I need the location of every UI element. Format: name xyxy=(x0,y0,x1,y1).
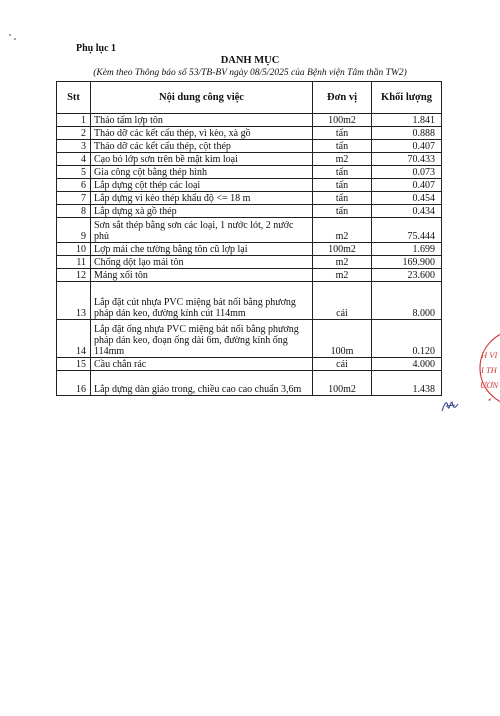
stamp-text-line-1: H VI xyxy=(481,350,498,360)
row-stt: 1 xyxy=(57,114,91,127)
row-unit: tấn xyxy=(313,127,372,140)
row-stt: 15 xyxy=(57,358,91,371)
row-content: Lợp mái che tường bằng tôn cũ lợp lại xyxy=(91,243,313,256)
table-row xyxy=(57,218,442,243)
header-content: Nội dung công việc xyxy=(91,82,313,114)
row-content: Tháo tấm lợp tôn xyxy=(91,114,313,127)
row-content: Chống dột lạo mái tôn xyxy=(91,256,313,269)
table-row xyxy=(57,114,442,127)
red-stamp xyxy=(478,322,500,414)
table-row xyxy=(57,153,442,166)
row-stt: 12 xyxy=(57,269,91,282)
table-row xyxy=(57,205,442,218)
row-unit: tấn xyxy=(313,179,372,192)
row-qty: 0.888 xyxy=(372,127,442,140)
row-content: Tháo dỡ các kết cấu thép, vì kèo, xà gồ xyxy=(91,127,313,140)
row-unit: m2 xyxy=(313,256,372,269)
table-body xyxy=(57,114,442,396)
table-row xyxy=(57,179,442,192)
table-header-row xyxy=(57,82,442,114)
row-qty: 23.600 xyxy=(372,269,442,282)
row-qty: 1.699 xyxy=(372,243,442,256)
document-subtitle: (Kèm theo Thông báo số 53/TB-BV ngày 08/5/2025 của Bệnh viện Tâm thần TW2) xyxy=(93,68,407,78)
row-content: Cạo bỏ lớp sơn trên bề mặt kim loại xyxy=(91,153,313,166)
table-row xyxy=(57,192,442,205)
row-content: Lắp đặt ống nhựa PVC miệng bát nối bằng phương pháp dán keo, đoạn ống dài 6m, đường kính ống 114mm xyxy=(91,320,313,358)
row-unit: cái xyxy=(313,358,372,371)
row-qty: 1.841 xyxy=(372,114,442,127)
row-stt: 8 xyxy=(57,205,91,218)
row-unit: tấn xyxy=(313,205,372,218)
row-qty: 8.000 xyxy=(372,282,442,320)
row-stt: 16 xyxy=(57,371,91,396)
row-stt: 13 xyxy=(57,282,91,320)
table-row xyxy=(57,269,442,282)
row-stt: 11 xyxy=(57,256,91,269)
table-row xyxy=(57,256,442,269)
table-row xyxy=(57,282,442,320)
row-stt: 7 xyxy=(57,192,91,205)
row-stt: 10 xyxy=(57,243,91,256)
table-row xyxy=(57,243,442,256)
scan-speck xyxy=(9,34,11,36)
row-qty: 0.120 xyxy=(372,320,442,358)
row-qty: 4.000 xyxy=(372,358,442,371)
table-row xyxy=(57,320,442,358)
row-unit: tấn xyxy=(313,166,372,179)
header-qty: Khối lượng xyxy=(372,82,442,114)
row-unit: 100m2 xyxy=(313,243,372,256)
row-qty: 70.433 xyxy=(372,153,442,166)
row-unit: m2 xyxy=(313,153,372,166)
row-qty: 0.434 xyxy=(372,205,442,218)
row-content: Máng xối tôn xyxy=(91,269,313,282)
stamp-text-line-2: I TH xyxy=(481,365,497,375)
row-content: Lắp dựng cột thép các loại xyxy=(91,179,313,192)
row-content: Cầu chắn rác xyxy=(91,358,313,371)
signature-initials xyxy=(440,398,460,419)
row-content: Lắp đặt cút nhựa PVC miệng bát nối bằng phương pháp dán keo, đường kính cút 114mm xyxy=(91,282,313,320)
row-unit: 100m2 xyxy=(313,114,372,127)
row-stt: 3 xyxy=(57,140,91,153)
row-stt: 2 xyxy=(57,127,91,140)
stamp-text-line-3: ƯƠN xyxy=(480,380,499,390)
row-unit: 100m xyxy=(313,320,372,358)
row-unit: tấn xyxy=(313,192,372,205)
row-qty: 0.454 xyxy=(372,192,442,205)
appendix-label: Phụ lục 1 xyxy=(76,43,117,54)
row-unit: m2 xyxy=(313,218,372,243)
row-content: Lắp dựng xà gồ thép xyxy=(91,205,313,218)
row-qty: 1.438 xyxy=(372,371,442,396)
row-content: Lắp dựng dàn giáo trong, chiều cao cao chuẩn 3,6m xyxy=(91,371,313,396)
row-qty: 0.073 xyxy=(372,166,442,179)
row-unit: tấn xyxy=(313,140,372,153)
row-content: Tháo dỡ các kết cấu thép, cột thép xyxy=(91,140,313,153)
table-row xyxy=(57,127,442,140)
row-qty: 0.407 xyxy=(372,140,442,153)
row-stt: 14 xyxy=(57,320,91,358)
row-qty: 75.444 xyxy=(372,218,442,243)
row-content: Gia công cột bằng thép hình xyxy=(91,166,313,179)
row-unit: cái xyxy=(313,282,372,320)
row-qty: 169.900 xyxy=(372,256,442,269)
row-stt: 6 xyxy=(57,179,91,192)
table-row xyxy=(57,371,442,396)
document-title: DANH MỤC xyxy=(220,55,280,66)
row-stt: 9 xyxy=(57,218,91,243)
table-row xyxy=(57,358,442,371)
row-stt: 4 xyxy=(57,153,91,166)
row-qty: 0.407 xyxy=(372,179,442,192)
row-unit: m2 xyxy=(313,269,372,282)
table-row xyxy=(57,140,442,153)
scan-speck xyxy=(14,38,16,40)
row-unit: 100m2 xyxy=(313,371,372,396)
work-items-table xyxy=(56,81,442,396)
header-unit: Đơn vị xyxy=(313,82,372,114)
row-content: Sơn sắt thép bằng sơn các loại, 1 nước lót, 2 nước phủ xyxy=(91,218,313,243)
table-row xyxy=(57,166,442,179)
stamp-star xyxy=(488,398,491,401)
header-stt: Stt xyxy=(57,82,91,114)
row-stt: 5 xyxy=(57,166,91,179)
row-content: Lắp dựng vì kèo thép khẩu độ <= 18 m xyxy=(91,192,313,205)
